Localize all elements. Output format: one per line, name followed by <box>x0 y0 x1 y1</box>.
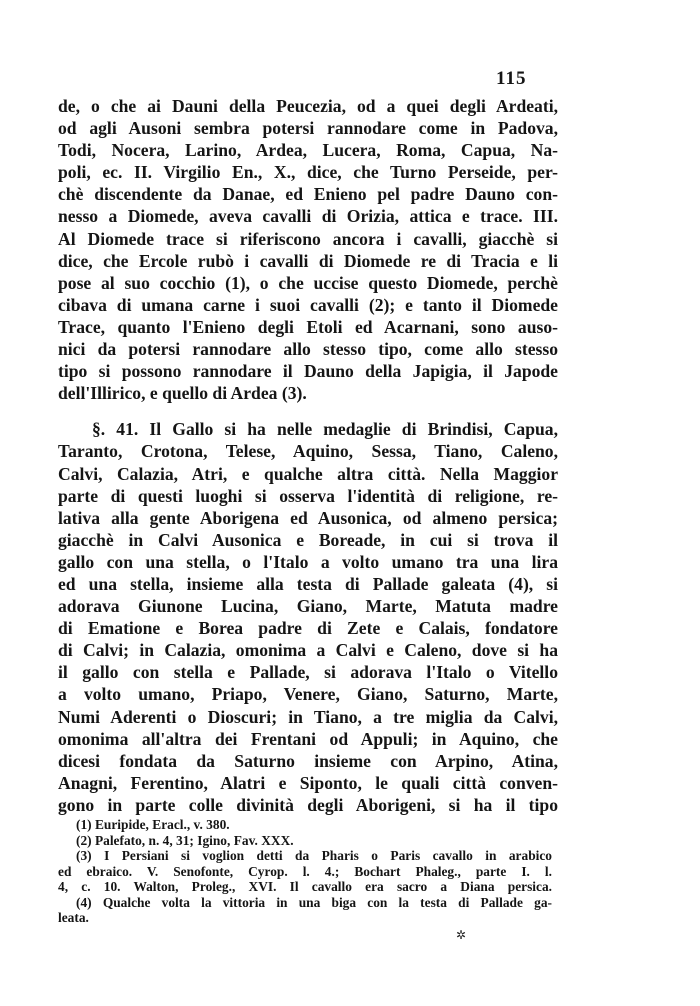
text-line: od agli Ausoni sembra potersi rannodare come in Padova, <box>58 118 558 139</box>
text-line: omonima all'altra dei Frentani od Appuli; in Aquino, che <box>58 728 558 749</box>
text-line: Taranto, Crotona, Telese, Aquino, Sessa, Tiano, Caleno, <box>58 441 558 462</box>
text-line: pose al suo cocchio (1), o che uccise questo Diomede, perchè <box>58 272 558 293</box>
text-line: nesso a Diomede, aveva cavalli di Orizia, attica e trace. III. <box>58 206 558 227</box>
footnote-line: (4) Qualche volta la vittoria in una biga con la testa di Pallade ga- <box>76 894 552 910</box>
text-line: gono in parte colle divinità degli Aborigeni, si ha il tipo <box>58 794 558 815</box>
text-line: cibava di umana carne i suoi cavalli (2); e tanto il Diomede <box>58 294 558 315</box>
footnotes <box>58 817 552 926</box>
text-line: Calvi, Calazia, Atri, e qualche altra città. Nella Maggior <box>58 463 558 484</box>
paragraph-2 <box>58 418 558 816</box>
text-line: Trace, quanto l'Enieno degli Etoli ed Acarnani, sono auso- <box>58 316 558 337</box>
text-line: §. 41. Il Gallo si ha nelle medaglie di Brindisi, Capua, <box>92 419 558 440</box>
footnote-line: (3) I Persiani si voglion detti da Pharis o Paris cavallo in arabico <box>76 848 552 863</box>
body-text <box>58 95 558 816</box>
text-line: adorava Giunone Lucina, Giano, Marte, Matuta madre <box>58 596 558 617</box>
text-line: ed una stella, insieme alla testa di Pallade galeata (4), si <box>58 573 558 594</box>
footnote-line: 4, c. 10. Walton, Proleg., XVI. Il cavallo era sacro a Diana persica. <box>58 879 552 894</box>
ornament-mark: ✲ <box>456 928 467 942</box>
text-line: dell'Illirico, e quello di Ardea (3). <box>58 383 307 404</box>
text-line: Numi Aderenti o Dioscuri; in Tiano, a tre miglia da Calvi, <box>58 706 558 727</box>
text-line: lativa alla gente Aborigena ed Ausonica, od almeno persica; <box>58 507 558 528</box>
text-line: Todi, Nocera, Larino, Ardea, Lucera, Roma, Capua, Na- <box>58 140 558 161</box>
text-line: a volto umano, Priapo, Venere, Giano, Saturno, Marte, <box>58 684 558 705</box>
footnote-line: (2) Palefato, n. 4, 31; Igino, Fav. XXX. <box>76 832 294 848</box>
text-line: parte di questi luoghi si osserva l'identità di religione, re- <box>58 485 558 506</box>
text-line: nici da potersi rannodare allo stesso tipo, come allo stesso <box>58 339 558 360</box>
text-line: chè discendente da Danae, ed Enieno pel padre Dauno con- <box>58 184 558 205</box>
text-line: poli, ec. II. Virgilio En., X., dice, che Turno Perseide, per- <box>58 162 558 183</box>
footnote-line: ed ebraico. V. Senofonte, Cyrop. l. 4.; Bochart Phaleg., parte I. l. <box>58 863 552 879</box>
footnote-line: (1) Euripide, Eracl., v. 380. <box>76 817 230 832</box>
text-line: di Ematione e Borea padre di Zete e Calais, fondatore <box>58 618 558 639</box>
text-line: dice, che Ercole rubò i cavalli di Diomede re di Tracia e li <box>58 250 558 271</box>
text-line: gallo con una stella, o l'Italo a volto umano tra una lira <box>58 551 558 572</box>
text-line: de, o che ai Dauni della Peucezia, od a quei degli Ardeati, <box>58 96 558 116</box>
page-number: 115 <box>496 68 527 89</box>
text-line: dicesi fondata da Saturno insieme con Arpino, Atina, <box>58 750 558 771</box>
text-line: giacchè in Calvi Ausonica e Boreade, in cui si trova il <box>58 529 558 550</box>
paragraph-1 <box>58 95 558 404</box>
text-line: Anagni, Ferentino, Alatri e Siponto, le quali città conven- <box>58 772 558 793</box>
text-line: il gallo con stella e Pallade, si adorava l'Italo o Vitello <box>58 662 558 683</box>
text-line: di Calvi; in Calazia, omonima a Calvi e Caleno, dove si ha <box>58 640 558 661</box>
text-line: tipo si possono rannodare il Dauno della Japigia, il Japode <box>58 361 558 382</box>
footnote-line: leata. <box>58 910 89 925</box>
text-line: Al Diomede trace si riferiscono ancora i cavalli, giacchè si <box>58 228 558 249</box>
